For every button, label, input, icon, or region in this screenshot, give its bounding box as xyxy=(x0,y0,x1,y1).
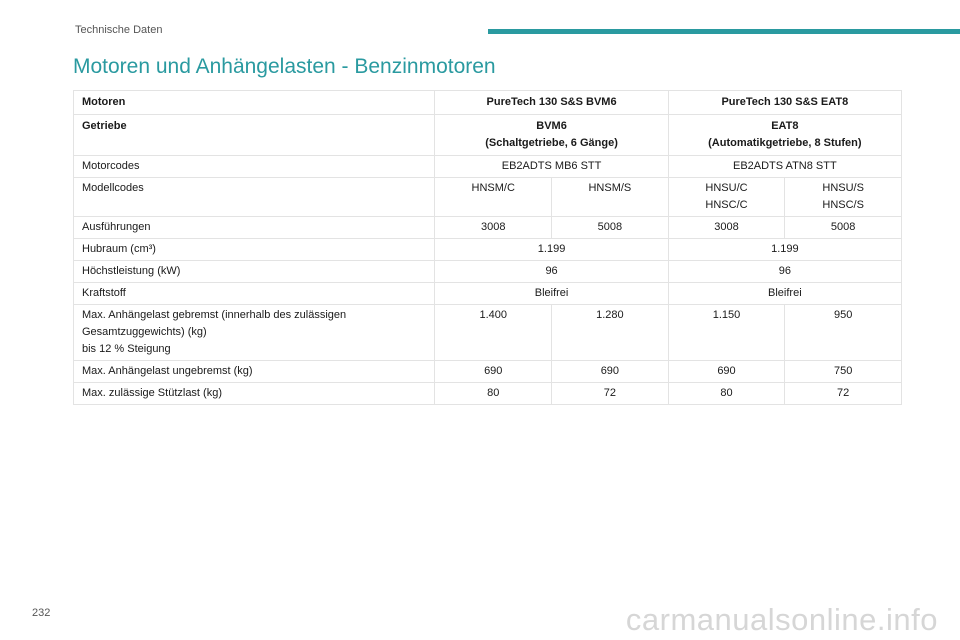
model-code: HNSU/C xyxy=(705,182,748,194)
header-label-cell: Motoren xyxy=(74,91,435,115)
gearbox-code: BVM6 xyxy=(536,120,567,132)
modelcodes-row xyxy=(74,178,902,217)
table-cell: EB2ADTS MB6 STT xyxy=(435,156,668,178)
table-cell: 950 xyxy=(785,305,902,361)
table-cell xyxy=(668,178,785,217)
row-label: Motorcodes xyxy=(74,156,435,178)
section-label: Technische Daten xyxy=(75,24,163,36)
engine1-gearbox-cell xyxy=(435,115,668,156)
row-label xyxy=(74,305,435,361)
row-label: Hubraum (cm³) xyxy=(74,239,435,261)
table-cell: HNSM/S xyxy=(552,178,669,217)
braked-trailer-row xyxy=(74,305,902,361)
row-label-line: Max. Anhängelast gebremst (innerhalb des zulässigen xyxy=(82,309,347,321)
engine2-gearbox-cell xyxy=(668,115,901,156)
row-label-line: bis 12 % Steigung xyxy=(82,343,171,355)
table-cell: Bleifrei xyxy=(668,283,901,305)
table-header-row xyxy=(74,91,902,115)
table-cell: 750 xyxy=(785,361,902,383)
engine1-header-cell: PureTech 130 S&S BVM6 xyxy=(435,91,668,115)
model-code: HNSC/S xyxy=(822,199,864,211)
table-cell: 690 xyxy=(668,361,785,383)
table-cell: 1.150 xyxy=(668,305,785,361)
header-accent-bar xyxy=(488,29,960,34)
table-cell: 5008 xyxy=(552,217,669,239)
unbraked-trailer-row xyxy=(74,361,902,383)
table-cell: 80 xyxy=(435,383,552,405)
table-cell: 690 xyxy=(435,361,552,383)
table-cell: Bleifrei xyxy=(435,283,668,305)
model-code: HNSU/S xyxy=(822,182,864,194)
watermark[interactable]: carmanualsonline.info xyxy=(625,602,938,637)
table-cell: 96 xyxy=(435,261,668,283)
table-cell: EB2ADTS ATN8 STT xyxy=(668,156,901,178)
nose-weight-row xyxy=(74,383,902,405)
displacement-row xyxy=(74,239,902,261)
table-cell: 80 xyxy=(668,383,785,405)
power-row xyxy=(74,261,902,283)
row-label: Ausführungen xyxy=(74,217,435,239)
row-label: Max. zulässige Stützlast (kg) xyxy=(74,383,435,405)
row-label: Höchstleistung (kW) xyxy=(74,261,435,283)
row-label: Max. Anhängelast ungebremst (kg) xyxy=(74,361,435,383)
table-cell: 1.199 xyxy=(668,239,901,261)
table-cell: HNSM/C xyxy=(435,178,552,217)
motorcodes-row xyxy=(74,156,902,178)
versions-row xyxy=(74,217,902,239)
table-cell: 1.400 xyxy=(435,305,552,361)
gearbox-description: (Schaltgetriebe, 6 Gänge) xyxy=(485,137,618,149)
table-cell: 1.280 xyxy=(552,305,669,361)
table-cell: 72 xyxy=(552,383,669,405)
gearbox-row xyxy=(74,115,902,156)
row-label: Getriebe xyxy=(74,115,435,156)
table-cell: 5008 xyxy=(785,217,902,239)
table-cell: 72 xyxy=(785,383,902,405)
table-cell: 690 xyxy=(552,361,669,383)
page-number: 232 xyxy=(32,607,51,619)
table-cell: 3008 xyxy=(668,217,785,239)
row-label: Modellcodes xyxy=(74,178,435,217)
model-code: HNSC/C xyxy=(705,199,748,211)
engine2-header-cell: PureTech 130 S&S EAT8 xyxy=(668,91,901,115)
gearbox-description: (Automatikgetriebe, 8 Stufen) xyxy=(708,137,862,149)
table-cell: 1.199 xyxy=(435,239,668,261)
row-label: Kraftstoff xyxy=(74,283,435,305)
table-cell: 3008 xyxy=(435,217,552,239)
row-label-line: Gesamtzuggewichts) (kg) xyxy=(82,326,207,338)
gearbox-code: EAT8 xyxy=(771,120,799,132)
table-cell xyxy=(785,178,902,217)
spec-table xyxy=(73,90,902,405)
page-title: Motoren und Anhängelasten - Benzinmotoren xyxy=(73,55,496,78)
table-cell: 96 xyxy=(668,261,901,283)
fuel-row xyxy=(74,283,902,305)
